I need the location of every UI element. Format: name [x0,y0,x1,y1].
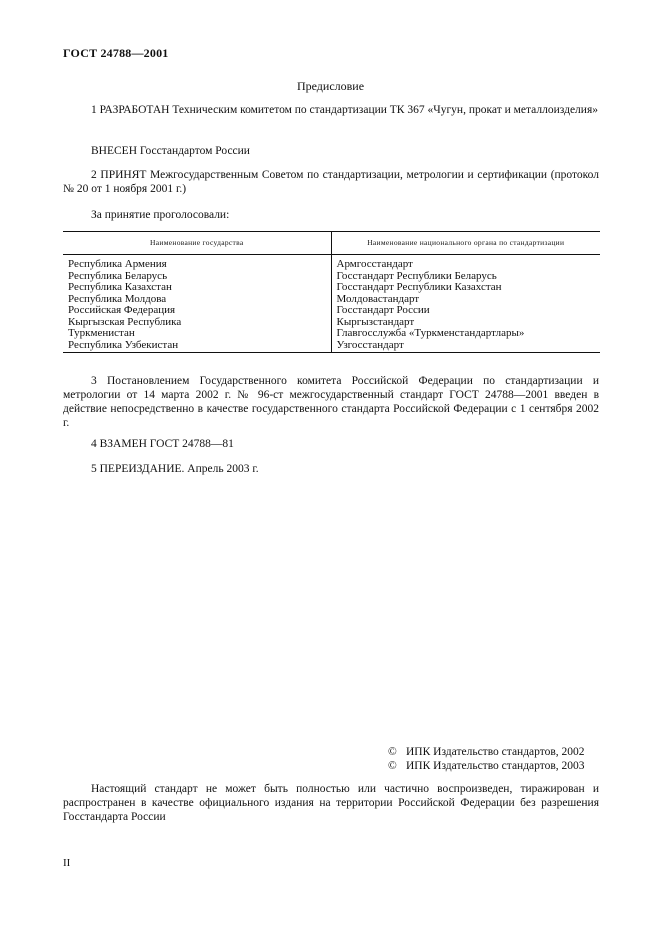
table-header-state: Наименование государства [63,232,331,255]
copyright-text-2: ИПК Издательство стандартов, 2003 [406,760,585,772]
copyright-line-1 [388,745,585,759]
table-row [63,340,600,353]
table-row [63,328,600,340]
reproduction-notice: Настоящий стандарт не может быть полностью или частично воспроизведен, тиражирован и распространен в качестве официального издания на территории Российской Федерации без разрешения Госстандарта России [63,783,599,823]
voted-label: За принятие проголосовали: [91,209,230,221]
table-cell-state: Республика Армения [63,255,331,271]
table-cell-body: Госстандарт Республики Казахстан [336,281,502,293]
section-3-decree: 3 Постановлением Государственного комитета Российской Федерации по стандартизации и метрологии от 14 марта 2002 г. № 96-ст межгосударственный стандарт ГОСТ 24788—2001 введен в действие непосредственно в качестве государственного стандарта Российской Федерации с 1 сентября 2002 г. [63,375,599,429]
table-cell-body: Госстандарт России [336,304,430,316]
table-cell-state: Российская Федерация [63,305,331,317]
table-row [63,255,600,271]
section-1-developed: 1 РАЗРАБОТАН Техническим комитетом по стандартизации ТК 367 «Чугун, прокат и металлоизделия» [91,104,598,116]
section-4-replaces: 4 ВЗАМЕН ГОСТ 24788—81 [91,438,234,450]
foreword-title: Предисловие [296,79,365,93]
table-header-row [63,232,600,255]
section-2-adopted: 2 ПРИНЯТ Межгосударственным Советом по стандартизации, метрологии и сертификации (протокол № 20 от 1 ноября 2001 г.) [63,169,599,195]
section-5-reissue: 5 ПЕРЕИЗДАНИЕ. Апрель 2003 г. [91,463,259,475]
table-cell-state: Кыргызская Республика [63,317,331,329]
copyright-text-1: ИПК Издательство стандартов, 2002 [406,746,585,758]
section-1-introduced: ВНЕСЕН Госстандартом России [91,145,250,157]
table-cell-state: Республика Беларусь [63,271,331,283]
page-number: II [63,857,71,869]
table-cell-state: Республика Казахстан [63,282,331,294]
table-cell-body: Узгосстандарт [331,340,600,353]
copyright-icon: © [388,746,397,758]
table-cell-body: Армгосстандарт [336,258,413,270]
states-table [63,231,600,353]
copyright-line-2 [388,759,585,773]
table-cell-state: Республика Узбекистан [63,340,331,353]
copyright-icon: © [388,760,397,772]
table-cell-body: Госстандарт Республики Беларусь [336,269,497,282]
table-cell-state: Туркменистан [63,328,331,340]
table-row [63,305,600,317]
table-cell-body: Кыргызстандарт [336,315,415,328]
table-cell-body: Молдовастандарт [336,292,420,305]
document-code: ГОСТ 24788—2001 [63,46,169,60]
table-header-body: Наименование национального органа по стандартизации [331,232,600,255]
table-row [63,282,600,294]
table-cell-state: Республика Молдова [63,294,331,306]
table-cell-body: Главгосслужба «Туркменстандартлары» [336,327,525,339]
